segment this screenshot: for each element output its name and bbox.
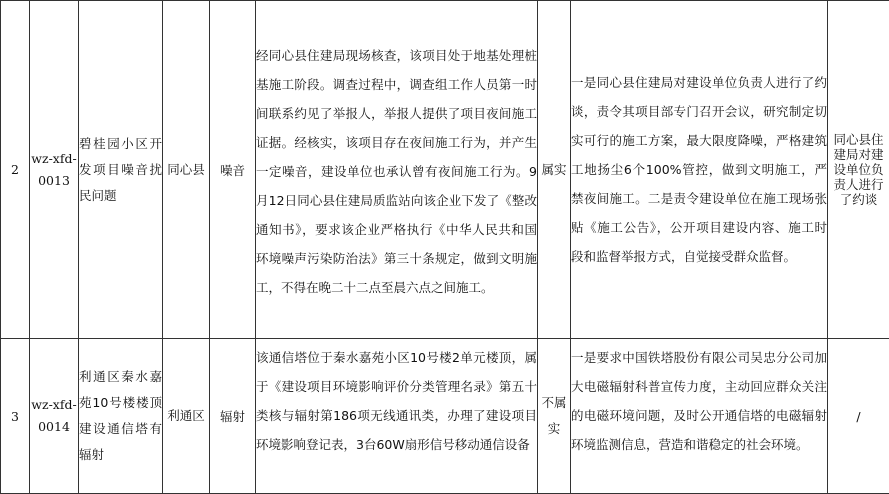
verification-result: 属实 bbox=[538, 1, 571, 339]
case-code: wz-xfd-0013 bbox=[30, 1, 79, 339]
verification-result: 不属实 bbox=[538, 339, 571, 494]
table-row bbox=[1, 339, 889, 494]
case-area: 利通区 bbox=[163, 339, 210, 494]
rectification-measures: 一是要求中国铁塔股份有限公司吴忠分公司加大电磁辐射科普宣传力度，主动回应群众关注的电磁环境问题，及时公开通信塔的电磁辐射环境监测信息，营造和谐稳定的社会环境。 bbox=[571, 339, 828, 494]
table-row bbox=[1, 1, 889, 339]
investigation-description: 该通信塔位于秦水嘉苑小区10号楼2单元楼顶，属于《建设项目环境影响评价分类管理名录》第五十类核与辐射第186项无线通讯类，办理了建设项目环境影响登记表，3台60W扇形信号移动通信设备 bbox=[256, 339, 538, 494]
case-area: 同心县 bbox=[163, 1, 210, 339]
pollution-type: 噪音 bbox=[210, 1, 256, 339]
accountability-note: 同心县住建局对建设单位负责人进行了约谈 bbox=[828, 1, 889, 339]
rectification-measures: 一是同心县住建局对建设单位负责人进行了约谈，责令其项目部专门召开会议，研究制定切实可行的施工方案，最大限度降噪，严格建筑工地扬尘6个100%管控，做到文明施工，严禁夜间施工。二是责令建设单位在施工现场张贴《施工公告》，公开项目建设内容、施工时段和监督举报方式，自觉接受群众监督。 bbox=[571, 1, 828, 339]
pollution-type: 辐射 bbox=[210, 339, 256, 494]
case-code: wz-xfd-0014 bbox=[30, 339, 79, 494]
case-name: 碧桂园小区开发项目噪音扰民问题 bbox=[79, 1, 163, 339]
accountability-note: / bbox=[828, 339, 889, 494]
row-index: 2 bbox=[1, 1, 30, 339]
investigation-description: 经同心县住建局现场核查，该项目处于地基处理桩基施工阶段。调查过程中，调查组工作人员第一时间联系约见了举报人，举报人提供了项目夜间施工证据。经核实，该项目存在夜间施工行为，并产生一定噪音，建设单位也承认曾有夜间施工行为。9月12日同心县住建局质监站向该企业下发了《整改通知书》，要求该企业严格执行《中华人民共和国环境噪声污染防治法》第三十条规定，做到文明施工，不得在晚二十二点至晨六点之间施工。 bbox=[256, 1, 538, 339]
case-name: 利通区秦水嘉苑10号楼楼顶建设通信塔有辐射 bbox=[79, 339, 163, 494]
row-index: 3 bbox=[1, 339, 30, 494]
